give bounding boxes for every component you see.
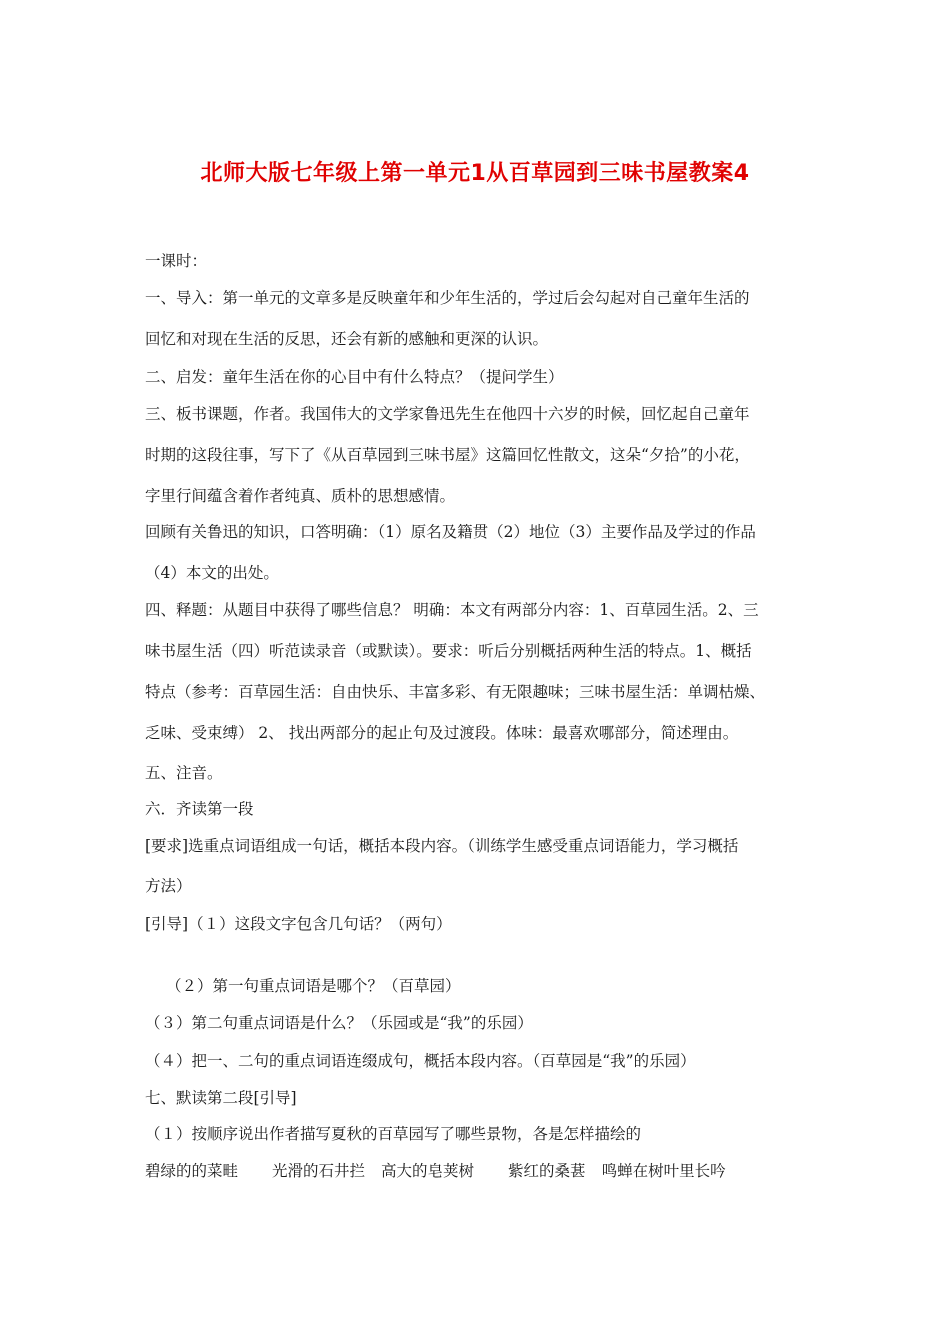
- scenery-item: 碧绿的的菜畦: [145, 1162, 239, 1180]
- text-line: 乏味、受束缚） 2、 找出两部分的起止句及过渡段。体味：最喜欢哪部分，简述理由。: [145, 724, 739, 742]
- text-line: 七、默读第二段[引导]: [145, 1089, 297, 1107]
- text-line: 回顾有关鲁迅的知识，口答明确：（1）原名及籍贯（2）地位（3）主要作品及学过的作品: [145, 523, 756, 541]
- text-line: （４）把一、二句的重点词语连缀成句，概括本段内容。（百草园是“我”的乐园）: [145, 1052, 696, 1070]
- scenery-item: 光滑的石井拦: [272, 1162, 366, 1180]
- text-line: 五、注音。: [145, 764, 223, 782]
- text-line: 时期的这段往事，写下了《从百草园到三味书屋》这篇回忆性散文，这朵“夕拾”的小花，: [145, 446, 750, 464]
- text-line: 三、板书课题，作者。我国伟大的文学家鲁迅先生在他四十六岁的时候，回忆起自己童年: [145, 405, 750, 423]
- text-line: 二、启发：童年生活在你的心目中有什么特点？（提问学生）: [145, 368, 564, 386]
- text-line: [要求]选重点词语组成一句话，概括本段内容。（训练学生感受重点词语能力，学习概括: [145, 837, 739, 855]
- text-line: 四、释题：从题目中获得了哪些信息？ 明确：本文有两部分内容：1、百草园生活。2、三: [145, 601, 759, 619]
- text-line: [引导]（１）这段文字包含几句话？（两句）: [145, 915, 452, 933]
- text-line: 一、导入：第一单元的文章多是反映童年和少年生活的，学过后会勾起对自己童年生活的: [145, 289, 750, 307]
- scenery-item: 高大的皂荚树: [381, 1162, 475, 1180]
- text-line: （4）本文的出处。: [145, 564, 279, 582]
- text-line: 一课时：: [145, 252, 208, 270]
- scenery-item: 紫红的桑葚: [508, 1162, 586, 1180]
- text-line: 方法）: [145, 877, 192, 895]
- text-line: 字里行间蕴含着作者纯真、质朴的思想感情。: [145, 487, 456, 505]
- scenery-item: 鸣蝉在树叶里长吟: [601, 1162, 726, 1180]
- text-line: （２）第一句重点词语是哪个？（百草园）: [166, 977, 461, 995]
- text-line: 六．齐读第一段: [145, 800, 254, 818]
- text-line: 味书屋生活（四）听范读录音（或默读）。要求：听后分别概括两种生活的特点。1、概括: [145, 642, 752, 660]
- document-title: 北师大版七年级上第一单元1从百草园到三味书屋教案4: [200, 161, 750, 186]
- scenery-list: [145, 1161, 726, 1181]
- text-line: （１）按顺序说出作者描写夏秋的百草园写了哪些景物，各是怎样描绘的: [145, 1125, 642, 1143]
- text-line: 回忆和对现在生活的反思，还会有新的感触和更深的认识。: [145, 330, 549, 348]
- text-line: 特点（参考：百草园生活：自由快乐、丰富多彩、有无限趣味；三味书屋生活：单调枯燥、: [145, 683, 766, 701]
- text-line: （３）第二句重点词语是什么？（乐园或是“我”的乐园）: [145, 1014, 533, 1032]
